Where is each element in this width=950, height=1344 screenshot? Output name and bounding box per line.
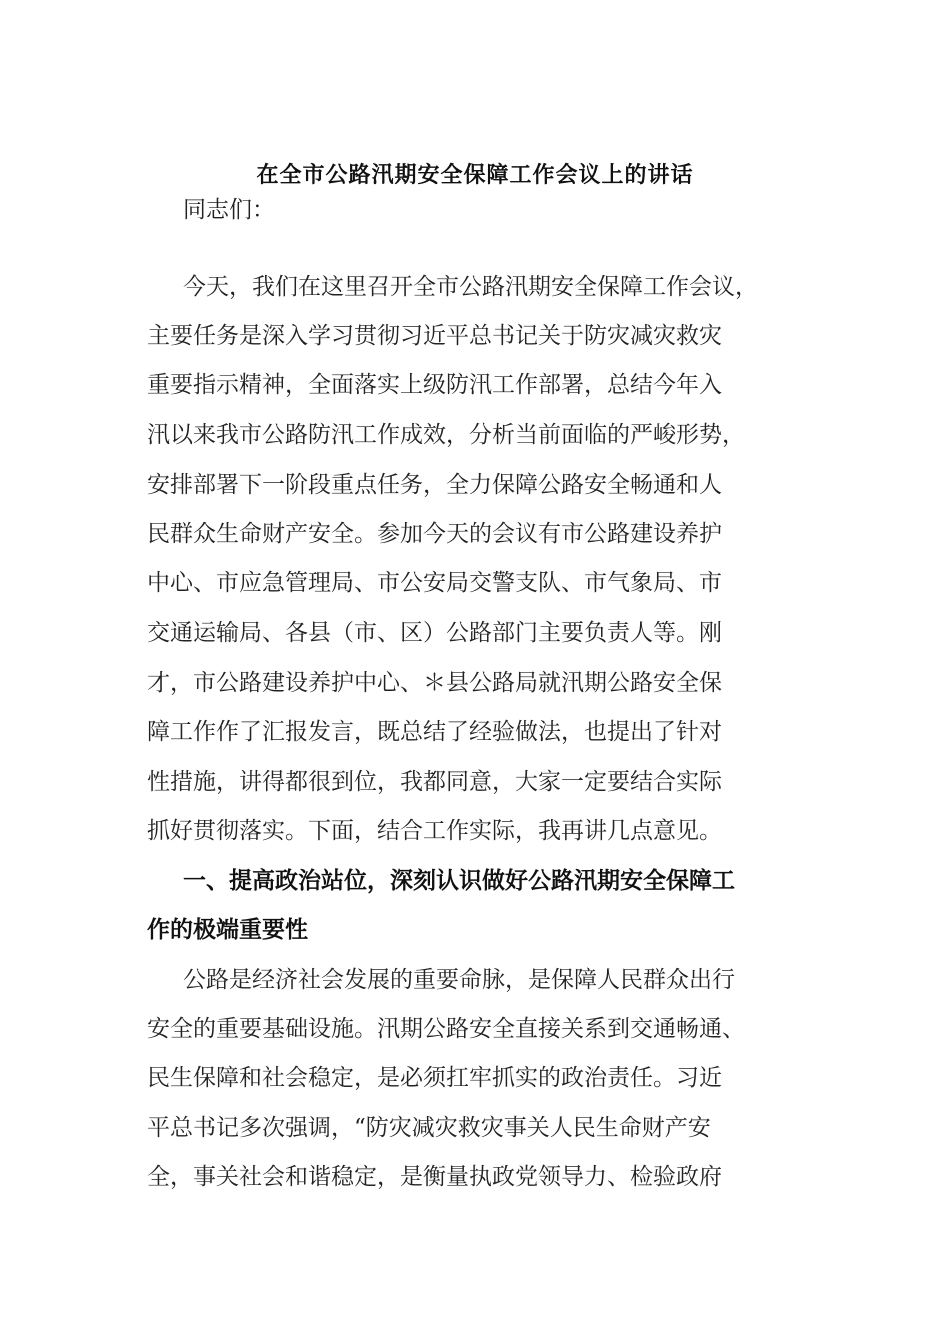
paragraph-line: 中心、市应急管理局、市公安局交警支队、市气象局、市 [147,570,722,596]
section-heading: 作的极端重要性 [147,917,308,943]
salutation: 同志们： [183,197,275,223]
paragraph-line: 才，市公路建设养护中心、＊县公路局就汛期公路安全保 [147,670,722,696]
paragraph-line: 安全的重要基础设施。汛期公路安全直接关系到交通畅通、 [147,1016,745,1042]
paragraph-line: 全，事关社会和谐稳定，是衡量执政党领导力、检验政府 [147,1164,722,1190]
paragraph-line: 抓好贯彻落实。下面，结合工作实际，我再讲几点意见。 [147,818,722,844]
paragraph-line: 今天，我们在这里召开全市公路汛期安全保障工作会议， [183,274,758,300]
paragraph-line: 民群众生命财产安全。参加今天的会议有市公路建设养护 [147,521,722,547]
paragraph-line: 平总书记多次强调，“防灾减灾救灾事关人民生命财产安 [147,1115,711,1141]
paragraph-line: 汛以来我市公路防汛工作成效，分析当前面临的严峻形势， [147,422,745,448]
paragraph-line: 主要任务是深入学习贯彻习近平总书记关于防灾减灾救灾 [147,323,722,349]
paragraph-line: 交通运输局、各县（市、区）公路部门主要负责人等。刚 [147,620,722,646]
document-title: 在全市公路汛期安全保障工作会议上的讲话 [256,163,694,188]
section-heading: 一、提高政治站位，深刻认识做好公路汛期安全保障工 [183,868,735,894]
paragraph-line: 公路是经济社会发展的重要命脉，是保障人民群众出行 [183,967,735,993]
paragraph-line: 重要指示精神，全面落实上级防汛工作部署，总结今年入 [147,372,722,398]
paragraph-line: 性措施，讲得都很到位，我都同意，大家一定要结合实际 [147,769,722,795]
paragraph-line: 安排部署下一阶段重点任务，全力保障公路安全畅通和人 [147,472,722,498]
paragraph-line: 障工作作了汇报发言，既总结了经验做法，也提出了针对 [147,719,722,745]
paragraph-line: 民生保障和社会稳定，是必须扛牢抓实的政治责任。习近 [147,1065,722,1091]
